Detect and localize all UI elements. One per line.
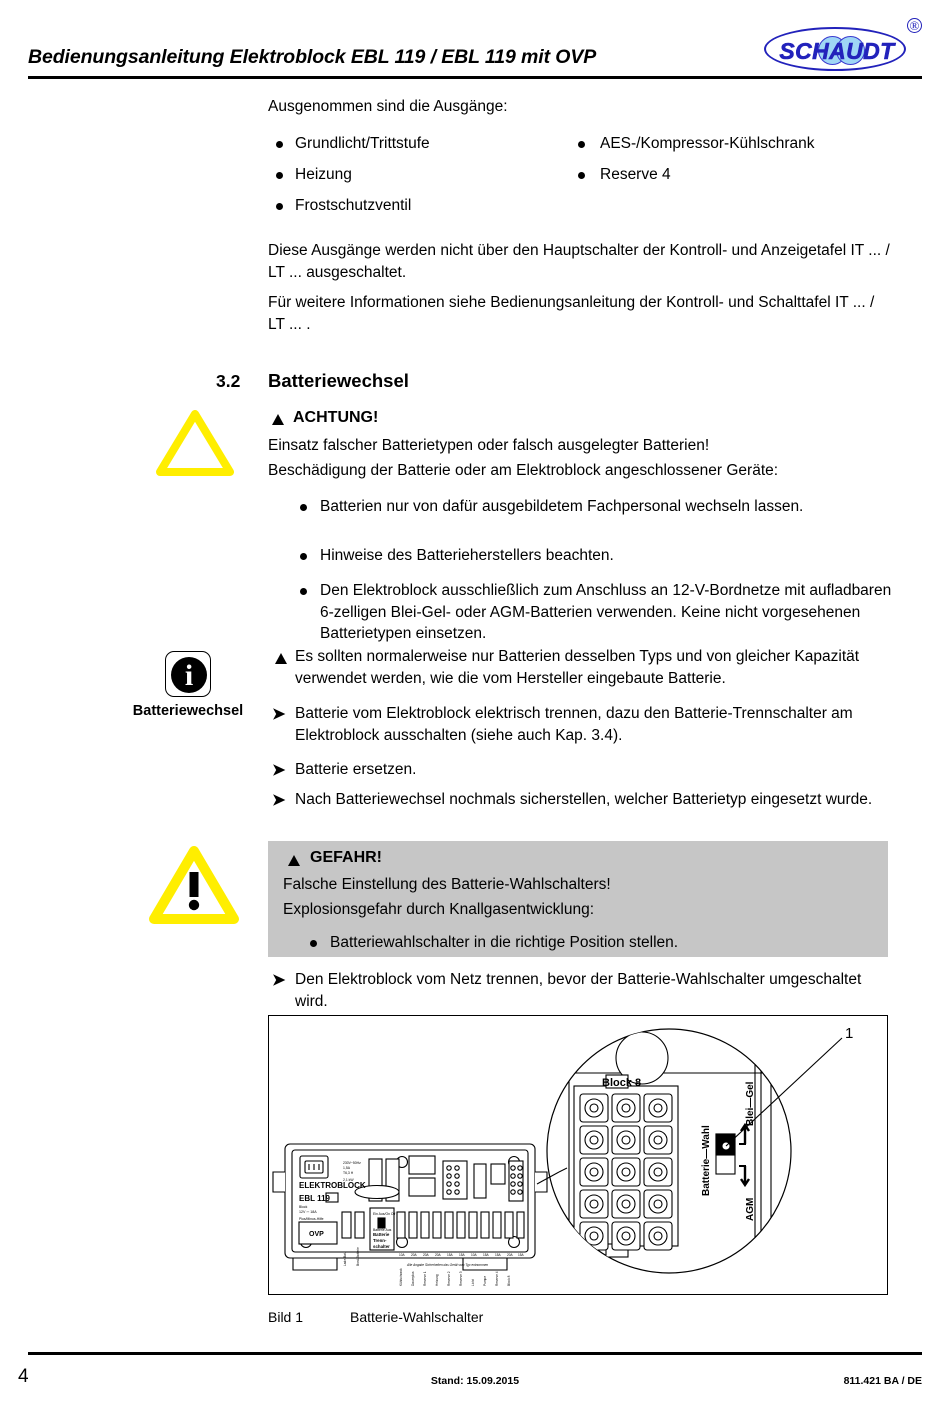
svg-text:Blei—Gel: Blei—Gel bbox=[745, 1081, 756, 1126]
bullet-dot-icon bbox=[276, 141, 283, 148]
svg-text:OVP: OVP bbox=[309, 1231, 324, 1238]
info-glyph: i bbox=[184, 659, 194, 692]
step-3-text: Nach Batteriewechsel nochmals sicherstellen, welcher Batterietyp eingesetzt wurde. bbox=[295, 791, 873, 808]
step-1-text: Batterie vom Elektroblock elektrisch trennen, dazu den Batterie-Trennschalter am Elektroblock ausschalten (siehe auch Kap. 3.4). bbox=[295, 705, 853, 744]
arrow-marker-icon: ➤ bbox=[272, 792, 286, 809]
attention-triangle-marker-icon bbox=[272, 414, 284, 425]
svg-text:20A: 20A bbox=[507, 1253, 513, 1257]
bullet-item-kuehlschrank: AES-/Kompressor-Kühlschrank bbox=[600, 135, 815, 152]
attention-line-1: Einsatz falscher Batterietypen oder falsch ausgelegter Batterien! bbox=[268, 437, 710, 454]
svg-text:15A: 15A bbox=[447, 1253, 453, 1257]
page-title: Bedienungsanleitung Elektroblock EBL 119 / EBL 119 mit OVP bbox=[28, 46, 597, 68]
svg-text:Plus/Minus-Hilfe: Plus/Minus-Hilfe bbox=[299, 1217, 324, 1221]
footer-date: Stand: 15.09.2015 bbox=[430, 1375, 520, 1387]
footer-docref: 811.421 BA / DE bbox=[843, 1375, 922, 1387]
svg-text:Trenn-: Trenn- bbox=[373, 1238, 387, 1243]
page-number: 4 bbox=[18, 1366, 29, 1387]
svg-text:Lade-Bat.: Lade-Bat. bbox=[343, 1252, 347, 1266]
svg-text:Licht: Licht bbox=[471, 1279, 475, 1286]
svg-text:AGM: AGM bbox=[745, 1197, 756, 1221]
svg-text:Block 8: Block 8 bbox=[507, 1275, 511, 1286]
note-triangle-marker-icon bbox=[275, 653, 287, 664]
svg-text:Pumpe: Pumpe bbox=[483, 1275, 487, 1286]
svg-text:20A: 20A bbox=[423, 1253, 429, 1257]
registered-trademark-icon: ® bbox=[907, 18, 922, 33]
note-triangle-text: Es sollten normalerweise nur Batterien desselben Typs und von gleicher Kapazität verwendet werden, wie die vom Hersteller eingebaute Batterie. bbox=[295, 648, 860, 687]
svg-text:2,1 kW: 2,1 kW bbox=[343, 1178, 354, 1182]
svg-text:15A: 15A bbox=[483, 1253, 489, 1257]
arrow-marker-icon: ➤ bbox=[272, 762, 286, 779]
svg-text:T6,3 H: T6,3 H bbox=[343, 1171, 354, 1175]
bullet-dot-icon bbox=[276, 172, 283, 179]
bullet-dot-icon bbox=[300, 553, 307, 560]
attention-heading: ACHTUNG! bbox=[293, 409, 379, 426]
warning-triangle-outline-icon bbox=[156, 410, 234, 481]
svg-text:Reserve 4: Reserve 4 bbox=[495, 1271, 499, 1286]
bullet-item-frostschutzventil: Frostschutzventil bbox=[295, 197, 412, 214]
bullet-dot-icon bbox=[300, 588, 307, 595]
svg-text:1,5A: 1,5A bbox=[343, 1166, 350, 1170]
figure-batterie-wahlschalter bbox=[268, 1015, 888, 1295]
svg-text:Batterie—Wahl: Batterie—Wahl bbox=[701, 1125, 712, 1196]
svg-text:15A: 15A bbox=[459, 1253, 465, 1257]
logo-ellipse-shape bbox=[764, 27, 906, 71]
danger-triangle-marker-icon bbox=[288, 855, 300, 866]
svg-text:Bord-Batterie: Bord-Batterie bbox=[356, 1247, 360, 1266]
intro-lead-text: Ausgenommen sind die Ausgänge: bbox=[268, 98, 508, 115]
svg-text:schalter: schalter bbox=[373, 1244, 390, 1249]
attention-bullet-3: Den Elektroblock ausschließlich zum Anschluss an 12-V-Bordnetze mit aufladbaren 6-zelligen Blei-Gel- oder AGM-Batterien verwenden. Keine nicht vorgesehenen Batterietypen einsetzen. bbox=[320, 582, 892, 642]
danger-triangle-exclamation-icon bbox=[148, 845, 240, 930]
intro-paragraph-2: Für weitere Informationen siehe Bedienungsanleitung der Kontroll- und Schalttafel IT ... / LT ... . bbox=[268, 294, 875, 333]
svg-text:Ein Aus/On Off: Ein Aus/On Off bbox=[373, 1212, 396, 1216]
svg-text:Block 8: Block 8 bbox=[602, 1077, 642, 1089]
danger-heading: GEFAHR! bbox=[310, 849, 382, 866]
bullet-dot-icon bbox=[578, 141, 585, 148]
bullet-item-reserve4: Reserve 4 bbox=[600, 166, 671, 183]
svg-text:Kühlschrank: Kühlschrank bbox=[399, 1268, 403, 1286]
page-header bbox=[28, 18, 922, 80]
danger-bullet-text: Batteriewahlschalter in die richtige Position stellen. bbox=[330, 934, 679, 951]
svg-text:Dauerplus: Dauerplus bbox=[411, 1271, 415, 1286]
figure-caption bbox=[268, 1309, 483, 1325]
attention-bullet-1: Batterien nur von dafür ausgebildetem Fachpersonal wechseln lassen. bbox=[320, 498, 804, 515]
figure-callout-number: 1 bbox=[845, 1025, 854, 1042]
svg-text:230V~50Hz: 230V~50Hz bbox=[343, 1161, 361, 1165]
svg-text:ELEKTROBLOCK: ELEKTROBLOCK bbox=[299, 1181, 366, 1190]
bullet-item-heizung: Heizung bbox=[295, 166, 352, 183]
svg-text:Reserve 3: Reserve 3 bbox=[459, 1271, 463, 1286]
svg-text:10A: 10A bbox=[471, 1253, 477, 1257]
logo-wordmark: SCHAUDT bbox=[779, 38, 895, 64]
attention-bullet-2: Hinweise des Batterieherstellers beachten. bbox=[320, 547, 614, 564]
section-title: Batteriewechsel bbox=[268, 370, 409, 391]
attention-line-2: Beschädigung der Batterie oder am Elektroblock angeschlossener Geräte: bbox=[268, 462, 779, 479]
bullet-dot-icon bbox=[276, 203, 283, 210]
bullet-item-grundlicht: Grundlicht/Trittstufe bbox=[295, 135, 430, 152]
svg-text:Reserve 1: Reserve 1 bbox=[423, 1271, 427, 1286]
svg-text:15A: 15A bbox=[518, 1253, 524, 1257]
svg-text:Heizung: Heizung bbox=[435, 1274, 439, 1286]
svg-text:15A: 15A bbox=[495, 1253, 501, 1257]
svg-text:10A: 10A bbox=[399, 1253, 405, 1257]
bullet-dot-icon bbox=[300, 504, 307, 511]
bullet-dot-icon bbox=[310, 940, 317, 947]
intro-paragraph-1: Diese Ausgänge werden nicht über den Hauptschalter der Kontroll- und Anzeigetafel IT ... / LT ... ausgeschaltet. bbox=[268, 242, 890, 281]
margin-label-batteriewechsel: Batteriewechsel bbox=[132, 703, 244, 719]
svg-text:EBL 119: EBL 119 bbox=[299, 1194, 330, 1203]
svg-text:20A: 20A bbox=[435, 1253, 441, 1257]
figure-drawing bbox=[269, 1016, 887, 1294]
after-danger-step-text: Den Elektroblock vom Netz trennen, bevor der Batterie-Wahlschalter umgeschaltet wird. bbox=[295, 971, 862, 1010]
svg-text:Block: Block bbox=[299, 1205, 308, 1209]
schaudt-logo bbox=[764, 18, 922, 76]
svg-text:Batterie Aus: Batterie Aus bbox=[373, 1228, 392, 1232]
svg-text:12V ⎓ 18A: 12V ⎓ 18A bbox=[299, 1210, 317, 1214]
footer-divider bbox=[28, 1352, 922, 1355]
arrow-marker-icon: ➤ bbox=[272, 706, 286, 723]
svg-text:20A: 20A bbox=[411, 1253, 417, 1257]
svg-text:Batterie: Batterie bbox=[373, 1232, 390, 1237]
section-number: 3.2 bbox=[216, 371, 241, 391]
danger-line-2: Explosionsgefahr durch Knallgasentwicklung: bbox=[283, 901, 595, 918]
info-icon bbox=[165, 651, 211, 697]
header-divider bbox=[28, 76, 922, 79]
danger-line-1: Falsche Einstellung des Batterie-Wahlschalters! bbox=[283, 876, 611, 893]
arrow-marker-icon: ➤ bbox=[272, 972, 286, 989]
step-2-text: Batterie ersetzen. bbox=[295, 761, 417, 778]
figure-caption-text: Batterie-Wahlschalter bbox=[350, 1309, 484, 1325]
svg-text:Reserve 2: Reserve 2 bbox=[447, 1271, 451, 1286]
bullet-dot-icon bbox=[578, 172, 585, 179]
figure-caption-label: Bild 1 bbox=[268, 1309, 304, 1325]
svg-text:Alle Angabe Sicherheiten das G: Alle Angabe Sicherheiten das Gerät vom Typ entnommen bbox=[407, 1263, 489, 1267]
